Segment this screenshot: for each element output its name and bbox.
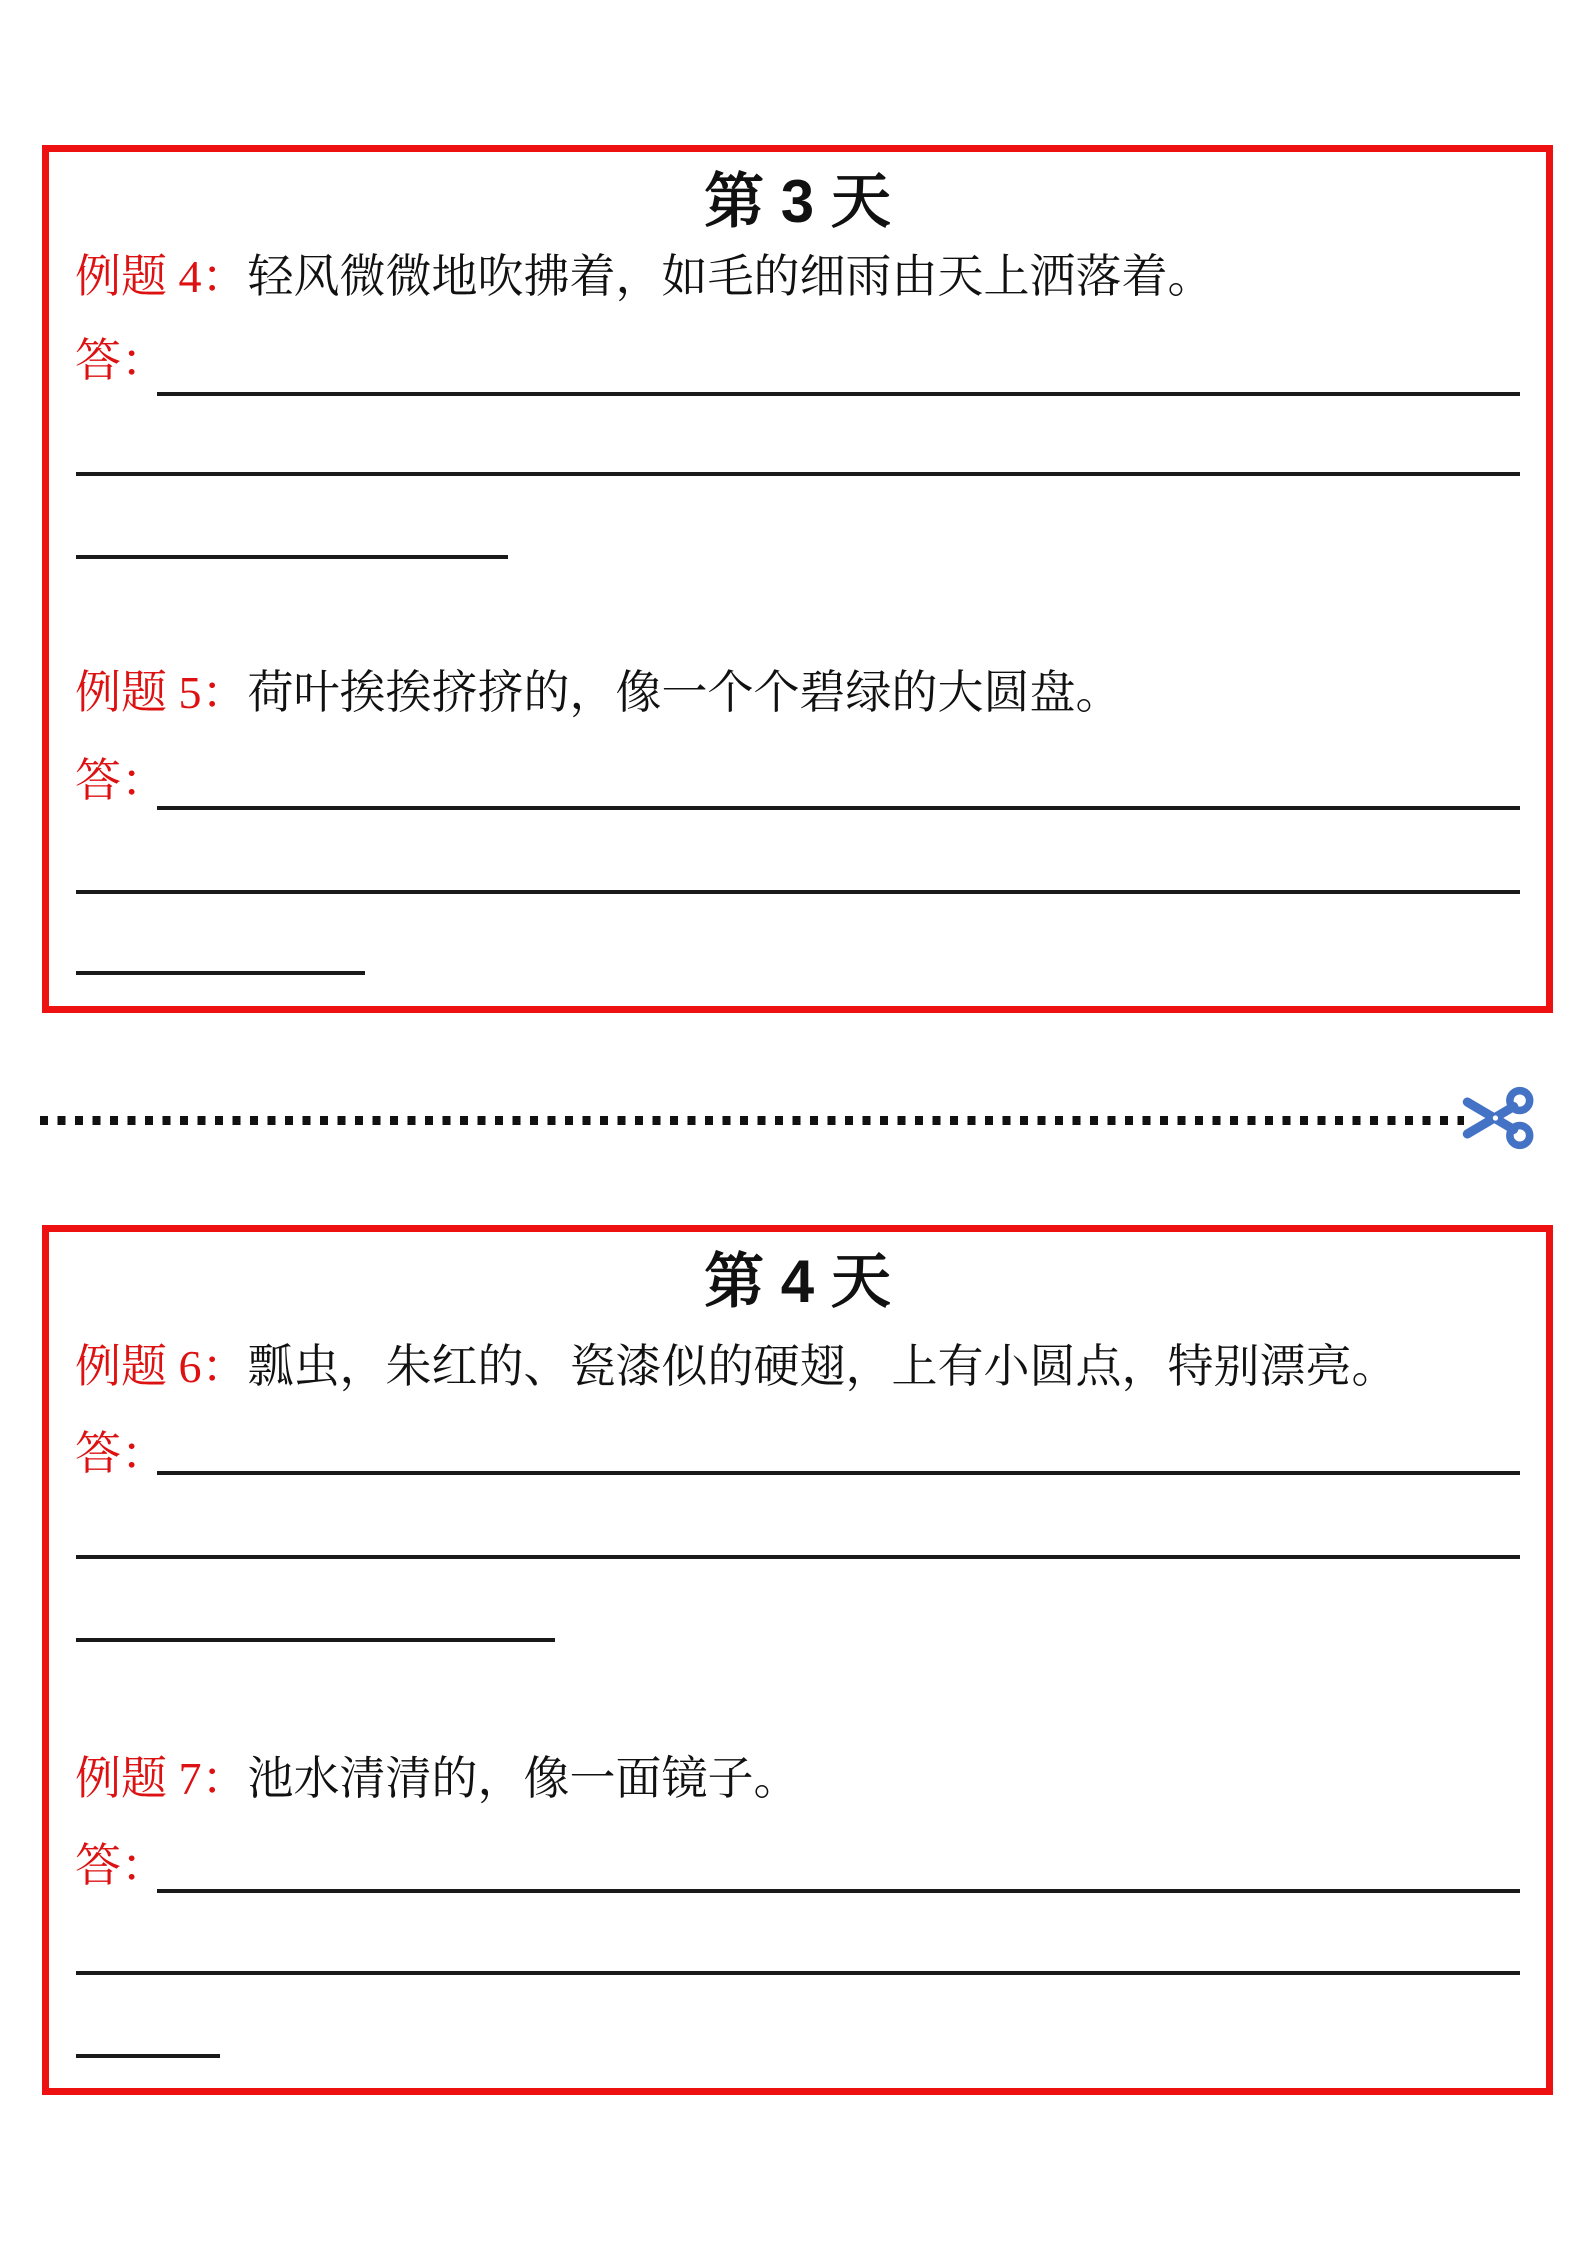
example-4-text: 轻风微微地吹拂着，如毛的细雨由天上洒落着。 [247, 251, 1214, 302]
example-6-row [75, 1342, 1526, 1393]
answer-line[interactable] [157, 392, 1520, 396]
day3-title: 第 3 天 [704, 168, 891, 235]
answer-line[interactable] [76, 472, 1520, 476]
example-5-label: 例题 5： [75, 667, 248, 718]
example-7-label: 例题 7： [75, 1753, 248, 1804]
example-4-row [75, 252, 1526, 303]
example-5-row [75, 668, 1526, 719]
day3-box [42, 145, 1553, 1013]
answer-line[interactable] [76, 2054, 220, 2058]
answer-line[interactable] [76, 1971, 1520, 1975]
example-5-text: 荷叶挨挨挤挤的，像一个个碧绿的大圆盘。 [247, 667, 1122, 718]
answer-line[interactable] [76, 1638, 555, 1642]
answer-line[interactable] [76, 971, 365, 975]
answer-line[interactable] [157, 806, 1520, 810]
example-7-row [75, 1754, 1526, 1805]
example-4-answer-label: 答： [75, 335, 167, 386]
example-6-label: 例题 6： [75, 1341, 248, 1392]
example-6-answer-label: 答： [75, 1428, 167, 1479]
day4-title: 第 4 天 [704, 1248, 891, 1315]
answer-line[interactable] [76, 1555, 1520, 1559]
answer-line[interactable] [76, 555, 508, 559]
example-7-text: 池水清清的，像一面镜子。 [247, 1753, 800, 1804]
example-6-text: 瓢虫，朱红的、瓷漆似的硬翅，上有小圆点，特别漂亮。 [247, 1341, 1398, 1392]
scissors-icon [1462, 1082, 1538, 1154]
answer-line[interactable] [76, 890, 1520, 894]
example-4-label: 例题 4： [75, 251, 248, 302]
answer-line[interactable] [157, 1889, 1520, 1893]
answer-line[interactable] [157, 1471, 1520, 1475]
example-5-answer-label: 答： [75, 755, 167, 806]
example-7-answer-label: 答： [75, 1840, 167, 1891]
cut-line [40, 1116, 1464, 1125]
day4-box [42, 1225, 1553, 2095]
